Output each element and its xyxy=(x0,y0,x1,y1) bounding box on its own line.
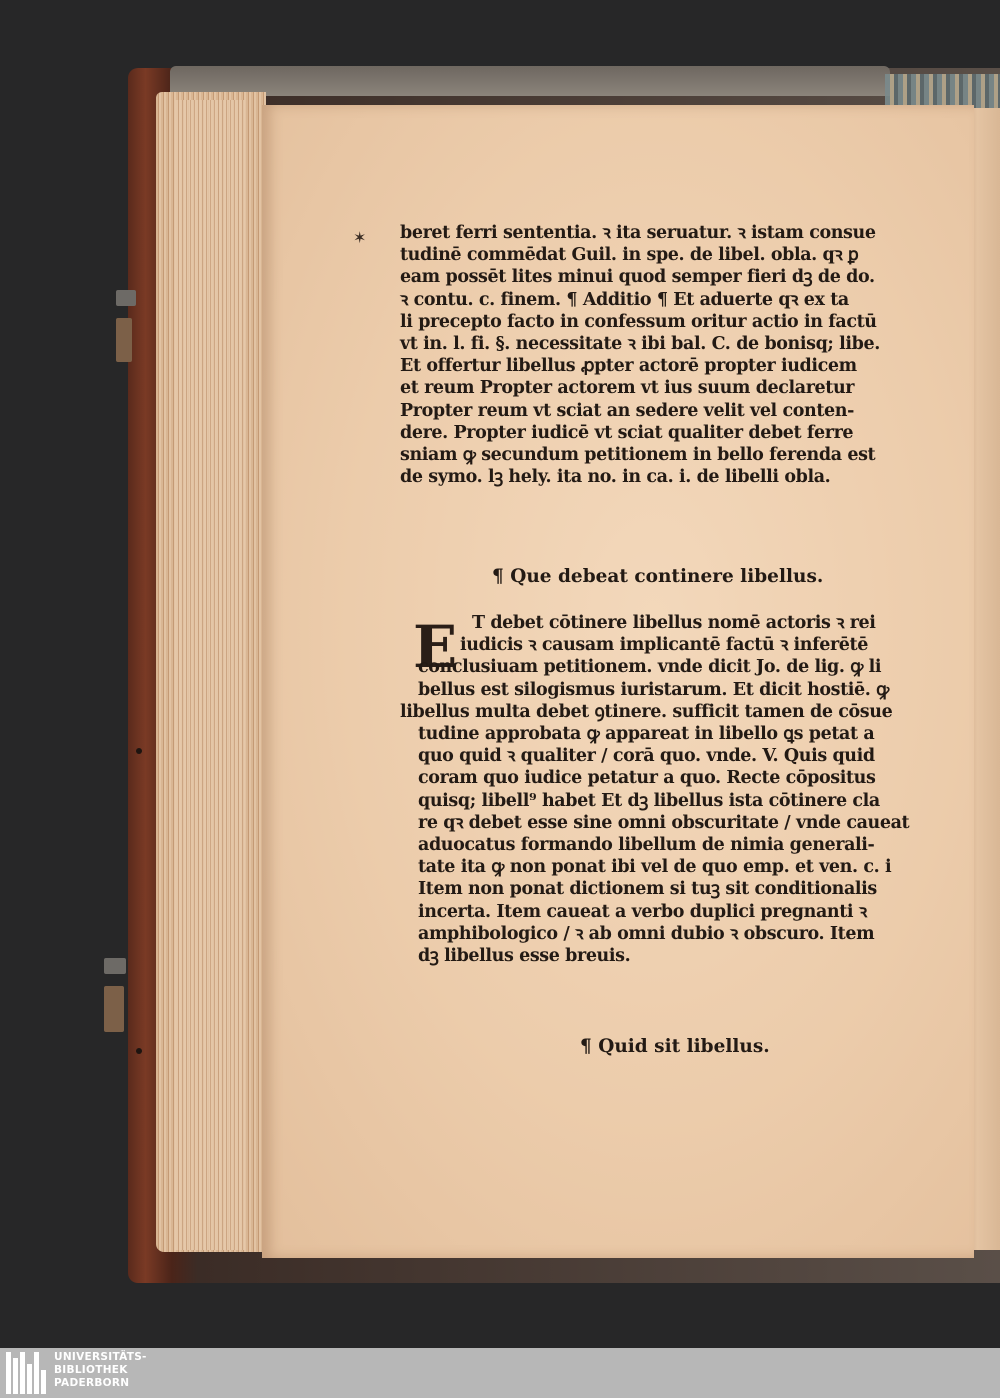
clasp-icon xyxy=(116,290,136,306)
text-line: tate ita ꝙ non ponat ibi vel de quo emp. et ven. c. i xyxy=(418,857,892,878)
text-line: li precepto facto in confessum oritur actio in factū xyxy=(400,311,877,332)
library-logo-icon xyxy=(6,1352,46,1394)
text-line: eam possēt lites minui quod semper fieri dꝫ de do. xyxy=(400,267,875,288)
text-line: Propter reum vt sciat an sedere velit vel conten- xyxy=(400,400,854,421)
wormhole xyxy=(136,748,142,754)
text-line: re qꝛ debet esse sine omni obscuritate / vnde caueat xyxy=(418,812,910,833)
text-line: tudine approbata ꝙ appareat in libello ꝗs petat a xyxy=(418,724,875,745)
book-top-edge xyxy=(170,66,890,96)
section-heading: ¶ Quid sit libellus. xyxy=(580,1036,770,1057)
text-line: quo quid ꝛ qualiter / corā quo. vnde. V. Quis quid xyxy=(418,746,875,767)
paragraph-2 xyxy=(400,612,945,967)
text-line: bellus est silogismus iuristarum. Et dicit hostiē. ꝙ xyxy=(418,679,889,700)
footer-bar xyxy=(0,1348,1000,1398)
text-line: aduocatus formando libellum de nimia generali- xyxy=(418,835,875,856)
paragraph-1 xyxy=(400,222,945,488)
text-line: ꝛ contu. c. finem. ¶ Additio ¶ Et aduerte qꝛ ex ta xyxy=(400,289,849,310)
text-line: de symo. lꝫ hely. ita no. in ca. i. de libelli obla. xyxy=(400,467,831,488)
text-line: sniam ꝙ secundum petitionem in bello ferenda est xyxy=(400,445,876,466)
logo-line: BIBLIOTHEK xyxy=(54,1364,128,1376)
logo-line: PADERBORN xyxy=(54,1377,130,1389)
text-line: libellus multa debet ꝯtinere. sufficit tamen de cōsue xyxy=(400,701,893,722)
text-line: dꝫ libellus esse breuis. xyxy=(418,946,631,967)
text-line: quisq; libell⁹ habet Et dꝫ libellus ista cōtinere cla xyxy=(418,790,880,811)
text-line: conclusiuam petitionem. vnde dicit Jo. de lig. ꝙ li xyxy=(418,657,882,678)
clasp-icon xyxy=(104,958,126,974)
text-line: T debet cōtinere libellus nomē actoris ꝛ rei xyxy=(472,613,876,633)
drop-initial: E xyxy=(413,613,458,681)
page-stack-inner xyxy=(175,100,245,1250)
library-logo-text xyxy=(54,1351,147,1390)
wormhole xyxy=(136,1048,142,1054)
text-line: tudinē commēdat Guil. in spe. de libel. obla. qꝛ ꝑ xyxy=(400,245,859,266)
text-line: iudicis ꝛ causam implicantē factū ꝛ inferētē xyxy=(460,635,868,656)
text-line: amphibologico / ꝛ ab omni dubio ꝛ obscuro. Item xyxy=(418,923,875,944)
text-line: vt in. l. fi. §. necessitate ꝛ ibi bal. C. de bonisq; libe. xyxy=(400,334,880,355)
text-line: beret ferri sententia. ꝛ ita seruatur. ꝛ istam consue xyxy=(400,223,876,243)
text-line: incerta. Item caueat a verbo duplici pregnanti ꝛ xyxy=(418,901,867,922)
section-heading: ¶ Que debeat continere libellus. xyxy=(492,566,824,587)
text-line: Item non ponat dictionem si tuꝫ sit conditionalis xyxy=(418,879,877,900)
margin-mark-icon: ✶ xyxy=(353,228,367,247)
clasp-icon xyxy=(104,986,124,1032)
text-line: dere. Propter iudicē vt sciat qualiter debet ferre xyxy=(400,422,854,443)
text-line: coram quo iudice petatur a quo. Recte cōpositus xyxy=(418,768,876,789)
headband xyxy=(885,74,1000,108)
clasp-icon xyxy=(116,318,132,362)
logo-line: UNIVERSITÄTS- xyxy=(54,1351,147,1363)
text-line: et reum Propter actorem vt ius suum declaretur xyxy=(400,378,855,399)
text-line: Et offertur libellus ꝓpter actorē propter iudicem xyxy=(400,356,857,377)
